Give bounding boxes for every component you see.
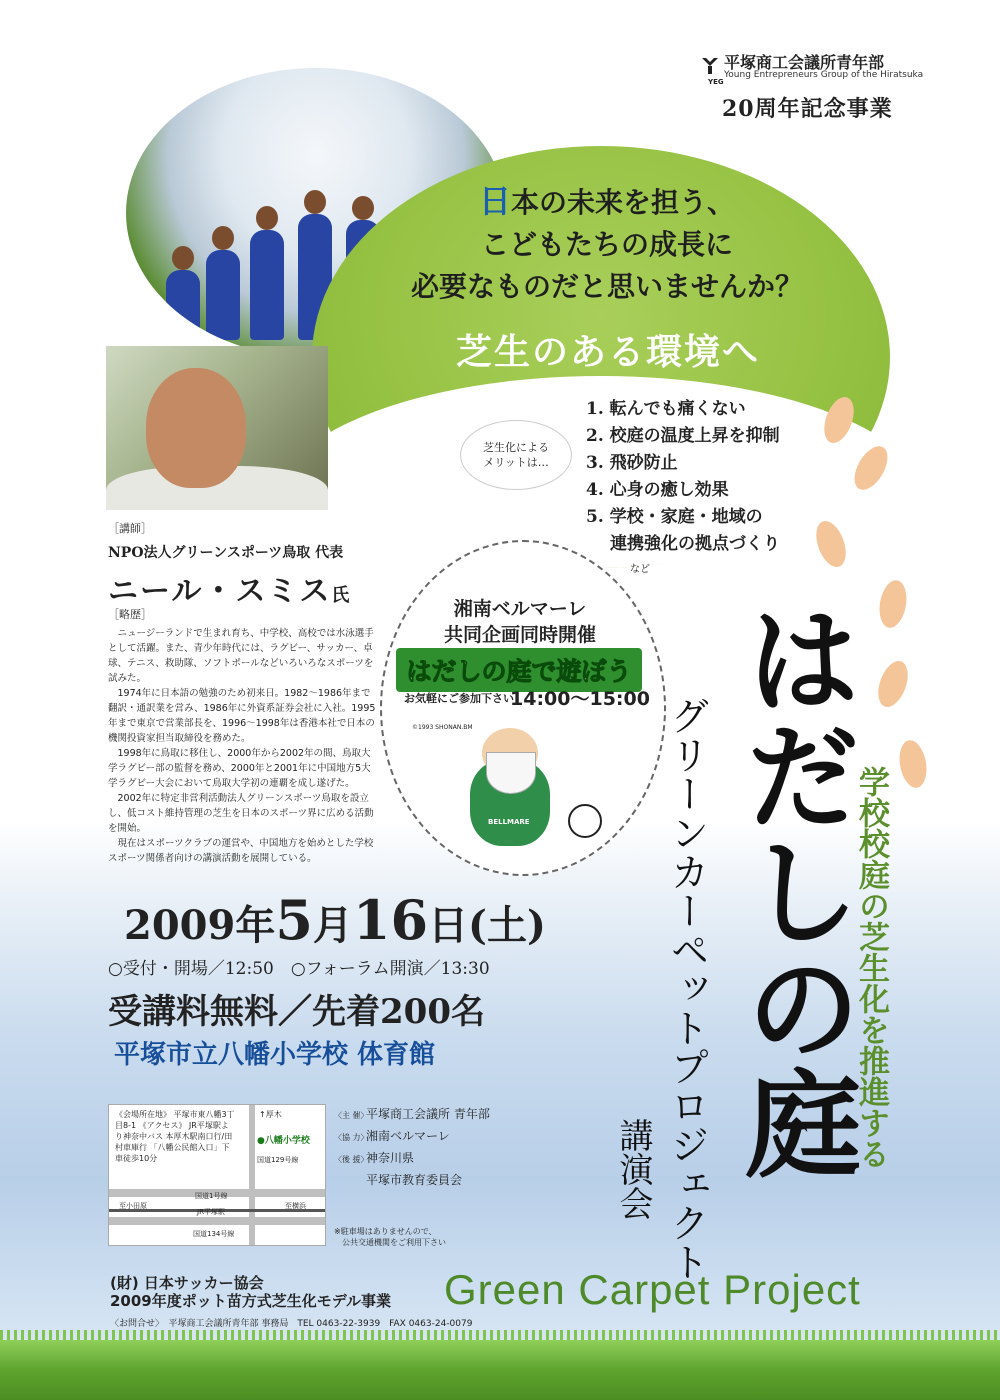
footprint-icon xyxy=(873,657,914,711)
coop-key: 〈協 力〉 xyxy=(334,1133,369,1142)
merit-bubble-line1: 芝生化による xyxy=(483,441,549,454)
bio-tag: ［略歴］ xyxy=(108,608,152,621)
headline-line1: 本の未来を担う、 xyxy=(511,186,736,219)
event-times: ○受付・開場／12:50 ○フォーラム開演／13:30 xyxy=(108,959,490,979)
main-title: はだしの庭 xyxy=(726,600,861,1180)
event-day: 16 xyxy=(352,888,429,952)
speaker-name-text: ニール・スミス xyxy=(108,574,332,609)
lecture-label: 講演会 xyxy=(613,1118,653,1220)
speaker-photo xyxy=(106,346,328,510)
event-fee: 受講料無料／先着200名 xyxy=(108,992,485,1032)
headline-first-char: 日 xyxy=(478,182,511,220)
event-month-unit: 月 xyxy=(312,902,353,949)
model-project-label: 2009年度ポット苗方式芝生化モデル事業 xyxy=(110,1292,391,1310)
headline-line3: 必要なものだと思いませんか？ xyxy=(410,270,803,303)
speaker-role-tag: ［講師］ xyxy=(108,522,152,535)
bio-paragraph: 1998年に鳥取に移住し、2000年から2002年の間、鳥取大学ラグビー部の監督を務め、2000年と2001年に中国地方5大学ラグビー大会において鳥取大学初の連覇を成し遂げた。 xyxy=(108,748,371,789)
parking-note xyxy=(334,1226,446,1248)
footprint-icon xyxy=(876,578,910,630)
map-location: 《会場所在地》 平塚市東八幡3丁目8-1 《アクセス》 JR平塚駅より神奈中バス 本厚木駅南口行/田村車庫行 「八幡公民館入口」下車徒歩10分 xyxy=(115,1110,235,1163)
map-north-label: ↑厚木 xyxy=(259,1110,282,1119)
merit-bubble-line2: メリットは… xyxy=(483,456,549,469)
event-date xyxy=(124,888,546,952)
mascot-label: BELLMARE xyxy=(488,818,530,826)
yeg-logo-icon xyxy=(700,56,720,74)
organizers xyxy=(334,1104,490,1190)
merit-item: 4. 心身の癒し効果 xyxy=(586,480,729,500)
speaker-title: NPO法人グリーンスポーツ鳥取 代表 xyxy=(108,545,344,561)
bellmare-time: 14:00〜15:00 xyxy=(510,688,650,710)
footprint-icon xyxy=(896,738,930,790)
support-key: 〈後 援〉 xyxy=(334,1155,369,1164)
host: 平塚商工会議所 青年部 xyxy=(366,1107,490,1121)
jfa-label: (財) 日本サッカー協会 xyxy=(110,1274,264,1292)
headline-line2: こどもたちの成長に xyxy=(480,228,733,261)
bio-paragraph: 1974年に日本語の勉強のため初来日。1982〜1986年まで翻訳・通訳業を営み、1986年に外資系証券会社に入社。1995年まで東京で営業部長を、1996〜1998年は香港本社で日本の機関投資家担当取締役を務めた。 xyxy=(108,688,376,744)
host-key: 〈主 催〉 xyxy=(334,1111,369,1120)
org-name: 平塚商工会議所青年部 xyxy=(724,53,885,72)
slogan: 芝生のある環境へ xyxy=(456,331,761,373)
map-route129: 国道129号線 xyxy=(257,1156,299,1164)
event-month: 5 xyxy=(275,888,313,952)
parking-line2: 公共交通機関をご利用下さい xyxy=(342,1238,446,1247)
event-venue: 平塚市立八幡小学校 体育館 xyxy=(114,1040,436,1070)
sub-title: グリーンカーペットプロジェクト xyxy=(664,696,709,1281)
org-abbr: YEG xyxy=(708,78,724,86)
cooperator: 湘南ベルマーレ xyxy=(366,1129,450,1143)
headline xyxy=(372,180,842,308)
supporter2: 平塚市教育委員会 xyxy=(366,1173,463,1187)
map-odawara: 至小田原 xyxy=(119,1202,147,1210)
map-route1: 国道1号線 xyxy=(195,1192,228,1200)
merit-item-continuation: 連携強化の拠点づくり xyxy=(610,534,780,554)
bio-paragraph: 現在はスポーツクラブの運営や、中国地方を始めとした学校スポーツ関係者向けの講演活動を展開している。 xyxy=(108,838,374,864)
anniversary-label: 20周年記念事業 xyxy=(722,96,893,122)
merit-item: 1. 転んでも痛くない xyxy=(586,399,746,419)
map-station: JR平塚駅 xyxy=(197,1208,225,1216)
event-day-unit: 日(土) xyxy=(428,902,546,949)
project-english-name: Green Carpet Project xyxy=(444,1266,861,1313)
grass-band xyxy=(0,1340,1000,1400)
merit-list xyxy=(586,396,780,558)
merit-item: 3. 飛砂防止 xyxy=(586,453,678,473)
map-route134: 国道134号線 xyxy=(193,1230,235,1238)
merit-bubble-text xyxy=(470,440,562,470)
bellmare-event-name: はだしの庭で遊ぼう xyxy=(396,648,642,692)
speaker-bio xyxy=(108,626,378,866)
bellmare-line2: 共同企画同時開催 xyxy=(443,624,596,646)
soccer-ball-icon xyxy=(568,804,602,838)
bio-paragraph: 2002年に特定非営利活動法人グリーンスポーツ鳥取を設立し、低コスト維持管理の芝生を日本のスポーツ界に広める活動を開始。 xyxy=(108,793,374,834)
speaker-name xyxy=(108,566,351,610)
parking-line1: ※駐車場はありませんので、 xyxy=(334,1227,437,1236)
map-yokohama: 至横浜 xyxy=(285,1202,306,1210)
speaker-honorific: 氏 xyxy=(331,585,352,606)
venue-map xyxy=(108,1104,326,1246)
merit-item: 5. 学校・家庭・地域の xyxy=(586,507,763,527)
bio-paragraph: ニュージーランドで生まれ育ち、中学校、高校では水泳選手として活躍。また、青少年時代には、ラグビー、サッカー、卓球、テニス、救助隊、ソフトボールなどいろいろなスポーツを試みた。 xyxy=(108,628,374,684)
org-english-name: Young Entrepreneurs Group of the Hiratsuka xyxy=(724,70,924,80)
contact-info: 〈お問合せ〉 平塚商工会議所青年部 事務局 TEL 0463-22-3939 FAX 0463-24-0079 xyxy=(110,1319,473,1329)
merit-item: 2. 校庭の温度上昇を抑制 xyxy=(586,426,780,446)
event-year: 2009年 xyxy=(124,902,276,949)
bellmare-invite: お気軽にご参加下さい! xyxy=(404,692,520,705)
bellmare-copyright: ©1993 SHONAN.BM xyxy=(412,724,473,731)
tagline: 学校校庭の芝生化を推進する xyxy=(853,766,889,1169)
mascot-beard-icon xyxy=(486,752,536,794)
map-school-label: ●八幡小学校 xyxy=(257,1136,310,1146)
bellmare-line1: 湘南ベルマーレ xyxy=(453,598,587,620)
supporter1: 神奈川県 xyxy=(366,1151,415,1165)
merit-note: など xyxy=(630,564,650,575)
